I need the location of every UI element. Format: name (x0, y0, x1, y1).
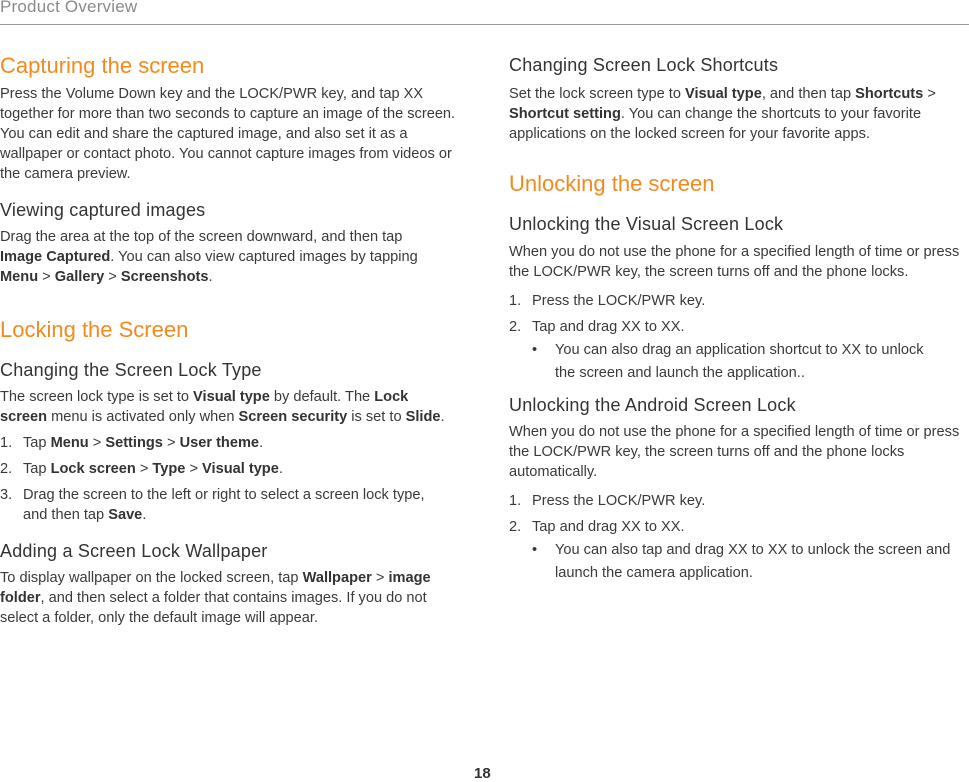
android-unlock-note: • You can also tap and drag XX to XX to unlock the screen and launch the camera application. (532, 542, 951, 582)
wallpaper-body: To display wallpaper on the locked screen, tap Wallpaper > image folder, and then select a folder that contains images. If you do not select a folder, only the default image will appear. (0, 569, 431, 626)
header-title: Product Overview (0, 0, 138, 16)
android-unlock-heading: Unlocking the Android Screen Lock (509, 394, 796, 415)
list-item: 2. Tap and drag XX to XX. (509, 519, 685, 536)
capturing-body: Press the Volume Down key and the LOCK/PWR key, and tap XX together for more than two seconds to capture an image of the screen. You can edit and share the captured image, and also set it as a wallpaper or contact photo. You cannot capture images from videos or the camera preview. (0, 86, 456, 183)
page-header (0, 0, 969, 25)
visual-type-term: Visual type (193, 388, 270, 405)
visual-type-term: Visual type (685, 85, 762, 102)
page-number: 18 (474, 765, 491, 782)
list-item: 1. Press the LOCK/PWR key. (509, 292, 706, 309)
list-item: 1. Press the LOCK/PWR key. (509, 493, 706, 510)
gallery-term: Gallery (54, 268, 105, 285)
list-item: 2. Tap and drag XX to XX. (509, 318, 685, 335)
list-item: 2. Tap Lock screen > Type > Visual type. (0, 460, 283, 477)
viewing-body: Drag the area at the top of the screen downward, and then tap Image Captured. You can also view captured images by tapping Menu > Gallery > Screenshots. (0, 228, 418, 285)
lock-type-heading: Changing the Screen Lock Type (0, 360, 262, 381)
viewing-heading: Viewing captured images (0, 200, 206, 221)
wallpaper-heading: Adding a Screen Lock Wallpaper (0, 540, 268, 561)
visual-unlock-heading: Unlocking the Visual Screen Lock (509, 213, 784, 234)
visual-unlock-body: When you do not use the phone for a specified length of time or press the LOCK/PWR key, the screen turns off and the phone locks. (509, 243, 960, 280)
wallpaper-term: Wallpaper (302, 569, 372, 586)
visual-unlock-note: • You can also drag an application shortcut to XX to unlock the screen and launch the application.. (532, 341, 924, 381)
shortcuts-heading: Changing Screen Lock Shortcuts (509, 55, 779, 75)
android-unlock-steps (509, 491, 969, 537)
list-item: 3. Drag the screen to the left or right to select a screen lock type, and then tap Save. (0, 486, 425, 523)
lock-type-body: The screen lock type is set to Visual type by default. The Lock screen menu is activated only when Screen security is set to Slide. (0, 388, 445, 425)
lock-screen-term: Lock screen (0, 388, 409, 425)
screen-security-term: Screen security (238, 408, 348, 425)
slide-term: Slide (405, 408, 441, 425)
right-column (509, 44, 969, 585)
capturing-heading: Capturing the screen (0, 53, 205, 78)
left-column (0, 44, 456, 628)
android-unlock-body: When you do not use the phone for a specified length of time or press the LOCK/PWR key, the screen turns off and the phone locks automatically. (509, 424, 960, 481)
visual-unlock-steps (509, 291, 969, 337)
shortcuts-body: Set the lock screen type to Visual type, and then tap Shortcuts > Shortcut setting. You can change the shortcuts to your favorite applications on the locked screen for your favorite apps. (509, 85, 936, 142)
menu-term: Menu (0, 268, 39, 285)
screenshots-term: Screenshots (120, 268, 209, 285)
shortcuts-term: Shortcuts (855, 85, 924, 102)
locking-heading: Locking the Screen (0, 316, 189, 342)
shortcut-setting-term: Shortcut setting (509, 105, 621, 122)
list-item: 1. Tap Menu > Settings > User theme. (0, 434, 264, 451)
lock-type-steps (0, 433, 456, 525)
unlocking-heading: Unlocking the screen (509, 170, 715, 196)
image-captured-term: Image Captured (0, 248, 111, 265)
image-folder-term: image folder (0, 569, 431, 606)
